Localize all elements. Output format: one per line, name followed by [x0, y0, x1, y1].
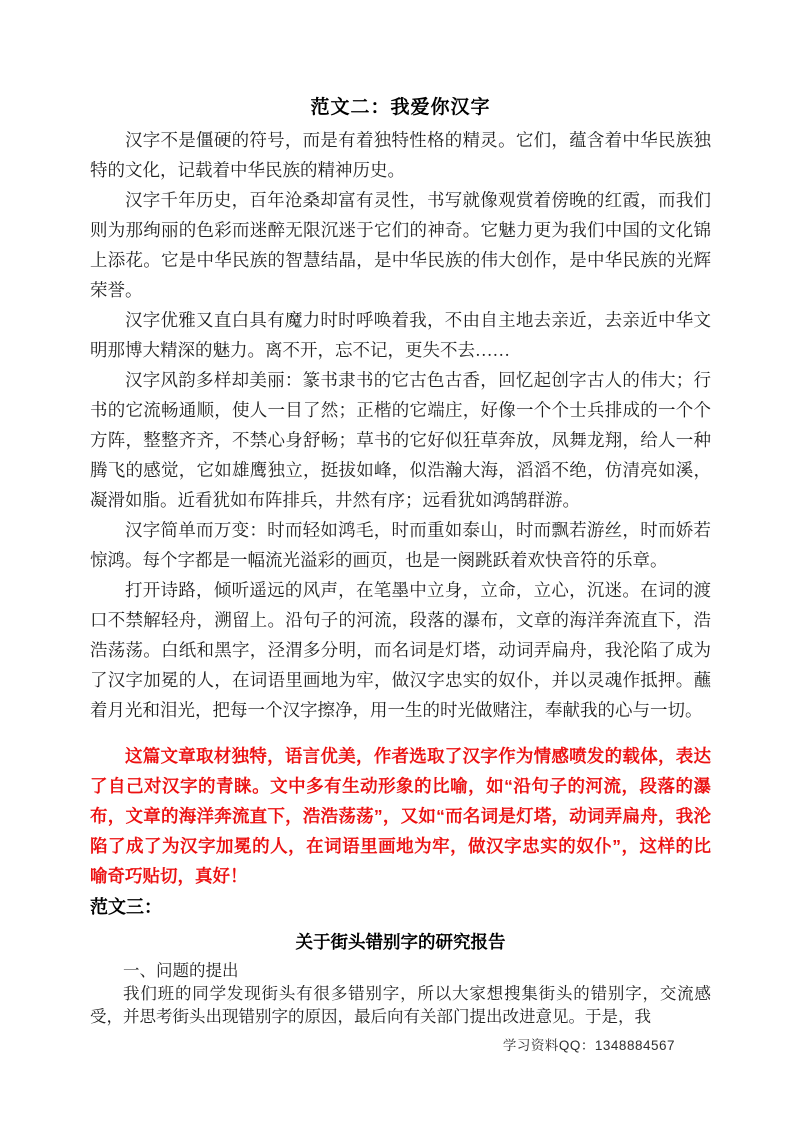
footer-note: 学习资料QQ：1348884567 — [502, 1038, 675, 1053]
essay3-paragraph-1: 我们班的同学发现街头有很多错别字，所以大家想搜集街头的错别字，交流感受，并思考街头出现错别字的原因，最后向有关部门提出改进意见。于是，我 — [90, 984, 711, 1026]
essay3-label: 范文三： — [90, 897, 162, 917]
essay2-paragraph-2: 汉字千年历史，百年沧桑却富有灵性，书写就像观赏着傍晚的红霞，而我们则为那绚丽的色彩而迷醉无限沉迷于它们的神奇。它魅力更为我们中国的文化锦上添花。它是中华民族的智慧结晶，是中华民族的伟大创作，是中华民族的光辉荣誉。 — [90, 190, 711, 300]
essay2-title: 范文二：我爱你汉字 — [310, 97, 491, 118]
essay2-paragraph-3: 汉字优雅又直白具有魔力时时呼唤着我，不由自主地去亲近，去亲近中华文明那博大精深的魅力。离不开，忘不记，更失不去…… — [90, 310, 711, 360]
essay2-paragraph-4: 汉字风韵多样却美丽：篆书隶书的它古色古香，回忆起创字古人的伟大；行书的它流畅通顺，使人一目了然；正楷的它端庄，好像一个个士兵排成的一个个方阵，整整齐齐，不禁心身舒畅；草书的它好似狂草奔放，凤舞龙翔，给人一种腾飞的感觉，它如雄鹰独立，挺拔如峰，似浩瀚大海，滔滔不绝，仿清亮如溪，凝滑如脂。近看犹如布阵排兵，井然有序；远看犹如鸿鹄群游。 — [90, 370, 711, 510]
essay2-paragraph-5: 汉字简单而万变：时而轻如鸿毛，时而重如泰山，时而飘若游丝，时而娇若惊鸿。每个字都是一幅流光溢彩的画页，也是一阕跳跃着欢快音符的乐章。 — [90, 520, 711, 570]
essay2-paragraph-1: 汉字不是僵硬的符号，而是有着独特性格的精灵。它们，蕴含着中华民族独特的文化，记载着中华民族的精神历史。 — [90, 130, 711, 180]
teacher-comment: 这篇文章取材独特，语言优美，作者选取了汉字作为情感喷发的载体，表达了自己对汉字的青睐。文中多有生动形象的比喻，如“沿句子的河流，段落的瀑布，文章的海洋奔流直下，浩浩荡荡”，又如“而名词是灯塔，动词弄扁舟，我沦陷了成了为汉字加冕的人，在词语里画地为牢，做汉字忠实的奴仆”，这样的比喻奇巧贴切，真好！ — [90, 746, 711, 886]
essay2-paragraph-6: 打开诗路，倾听遥远的风声，在笔墨中立身，立命，立心，沉迷。在词的渡口不禁解轻舟，溯留上。沿句子的河流，段落的瀑布，文章的海洋奔流直下，浩浩荡荡。白纸和黑字，泾渭多分明，而名词是灯塔，动词弄扁舟，我沦陷了成为了汉字加冕的人，在词语里画地为牢，做汉字忠实的奴仆，并以灵魂作抵押。蘸着月光和泪光，把每一个汉字擦净，用一生的时光做赌注，奉献我的心与一切。 — [90, 580, 711, 720]
essay3-title: 关于街头错别字的研究报告 — [295, 932, 506, 952]
document-page — [90, 93, 711, 1028]
essay3-section-heading: 一、问题的提出 — [123, 961, 239, 980]
